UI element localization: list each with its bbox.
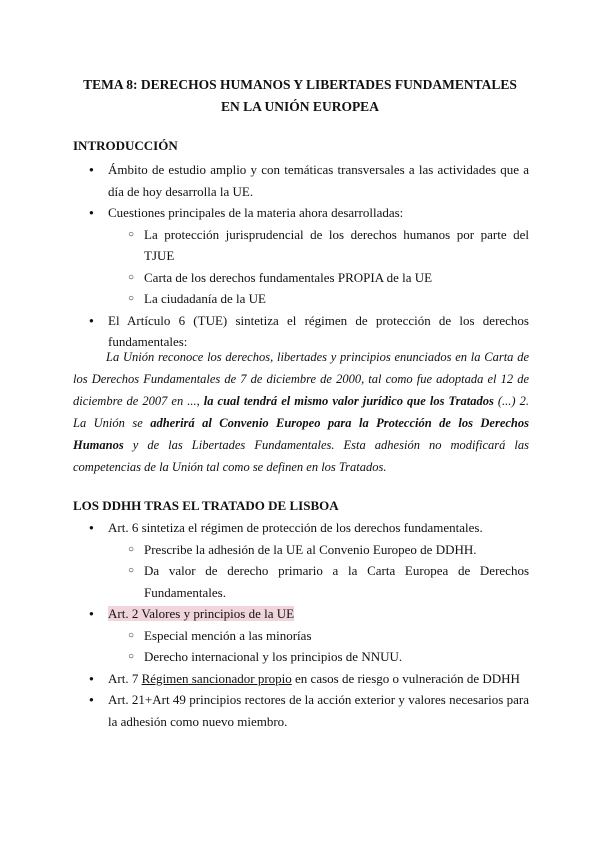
sub-list-item [73, 267, 529, 289]
bullet-text: Art. 6 sintetiza el régimen de protección de los derechos fundamentales. [108, 520, 483, 535]
sub-bullet-text: La protección jurisprudencial de los derechos humanos por parte del TJUE [144, 226, 529, 263]
bullet-text: El Artículo 6 (TUE) sintetiza el régimen de protección de los derechos fundamentales: [108, 312, 529, 349]
quote-text-2: (...) 2. La Unión se [73, 394, 529, 430]
quote-text-1: La Unión reconoce los derechos, libertades y principios enunciados en la Carta de los Derechos Fundamentales de 7 de diciembre de 2000, tal como fue adoptada el 12 de diciembre de 2007 en ..., [73, 350, 529, 408]
list-item [73, 689, 529, 732]
quote-text-3: y de las Libertades Fundamentales. Esta adhesión no modificará las competencias de la Unión tal como se definen en los Tratados. [73, 438, 529, 474]
sub-list-item [73, 288, 529, 310]
lisboa-list [73, 517, 529, 732]
bullet-text-suffix: en casos de riesgo o vulneración de DDHH [291, 670, 520, 686]
bullet-text: Cuestiones principales de la materia ahora desarrolladas: [108, 205, 404, 220]
sub-bullet-text: Carta de los derechos fundamentales PROPIA de la UE [144, 269, 433, 285]
bullet-text: Art. 21+Art 49 principios rectores de la acción exterior y valores necesarios para la adhesión como nuevo miembro. [108, 692, 529, 729]
list-item [73, 668, 529, 690]
section-heading-introduccion: INTRODUCCIÓN [73, 138, 178, 153]
sub-list-item [73, 539, 529, 561]
list-item [73, 517, 529, 539]
sub-list-item [73, 560, 529, 603]
sub-list-item [73, 646, 529, 668]
sub-bullet-text: Derecho internacional y los principios de NNUU. [144, 649, 403, 664]
document-title-line2: EN LA UNIÓN EUROPEA [221, 99, 379, 114]
quote-bold-1: la cual tendrá el mismo valor jurídico que los Tratados [203, 394, 494, 408]
sub-bullet-text: Da valor de derecho primario a la Carta Europea de Derechos Fundamentales. [144, 563, 529, 600]
sub-bullet-text: La ciudadanía de la UE [144, 291, 266, 306]
sub-list-item [73, 224, 529, 267]
document-title-line1: TEMA 8: DERECHOS HUMANOS Y LIBERTADES FUNDAMENTALES [83, 77, 517, 92]
underlined-text: Régimen sancionador propio [141, 670, 292, 686]
quote-bold-2: adherirá al Convenio Europeo para la Protección de los Derechos Humanos [73, 416, 529, 452]
article-quote [73, 346, 529, 478]
sub-bullet-text: Especial mención a las minorías [144, 627, 312, 643]
sub-bullet-text: Prescribe la adhesión de la UE al Convenio Europeo de DDHH. [144, 541, 477, 557]
bullet-text-prefix: Art. 7 [108, 670, 142, 686]
section-heading-lisboa: LOS DDHH TRAS EL TRATADO DE LISBOA [73, 498, 339, 513]
list-item [73, 159, 529, 202]
list-item [73, 603, 529, 625]
introduccion-list [73, 159, 529, 353]
sub-list-item [73, 625, 529, 647]
bullet-text: Ámbito de estudio amplio y con temáticas transversales a las actividades que a día de hoy desarrolla la UE. [108, 162, 529, 199]
highlighted-text: Art. 2 Valores y principios de la UE [108, 606, 295, 621]
list-item [73, 202, 529, 224]
